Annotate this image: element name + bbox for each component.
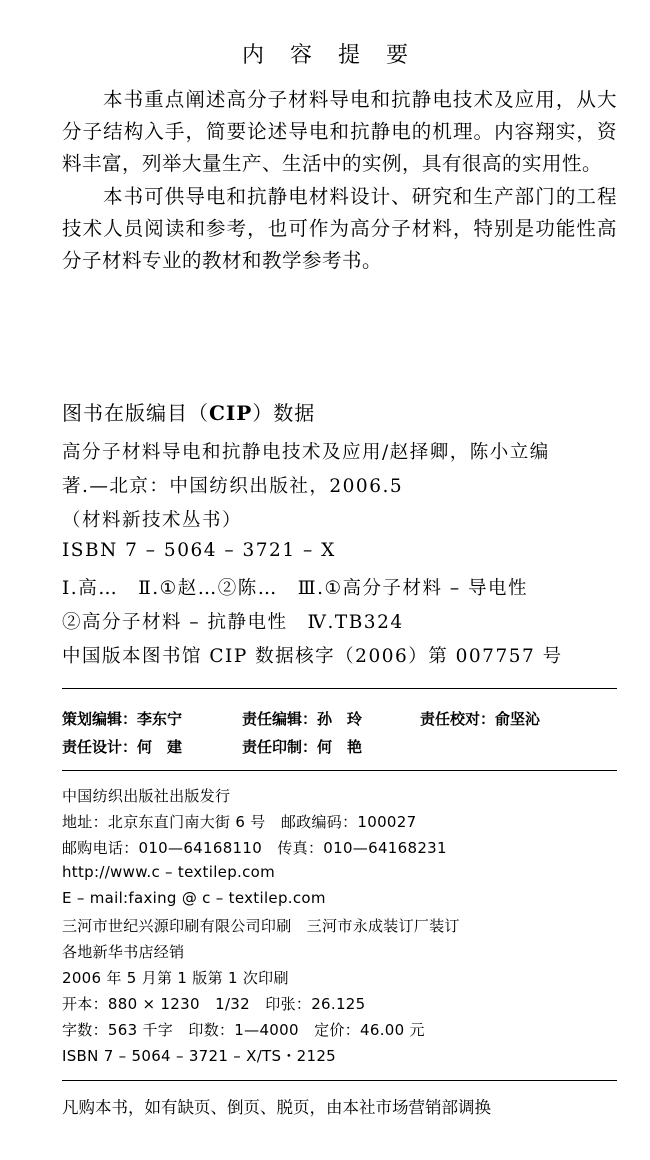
- publisher-line-address: 地址：北京东直门南大街 6 号 邮政编码：100027: [62, 813, 417, 831]
- summary-paragraph-1: 本书重点阐述高分子材料导电和抗静电技术及应用，从大分子结构入手，简要论述导电和抗静电的机理。内容翔实，资料丰富，列举大量生产、生活中的实例，具有很高的实用性。: [62, 88, 617, 175]
- publisher-line-printer: 三河市世纪兴源印刷有限公司印刷 三河市永成装订厂装订: [62, 917, 460, 935]
- divider-bottom: [62, 1080, 617, 1081]
- cip-line-series: （材料新技术丛书）: [62, 510, 243, 531]
- cip-title-suffix: ）数据: [252, 401, 316, 425]
- cip-line-isbn: ISBN 7 – 5064 – 3721 – X: [62, 540, 336, 561]
- cip-line-book-title: 高分子材料导电和抗静电技术及应用/赵择卿，陈小立编: [62, 442, 550, 463]
- publisher-line-isbn: ISBN 7 – 5064 – 3721 – X/TS・2125: [62, 1047, 337, 1065]
- credit-responsible-printing: 责任印制：何 艳: [242, 738, 363, 756]
- publisher-line-email: E – mail:faxing @ c – textilep.com: [62, 889, 326, 907]
- publisher-line-price: 字数：563 千字 印数：1—4000 定价：46.00 元: [62, 1021, 425, 1039]
- summary-paragraph-2: 本书可供导电和抗静电材料设计、研究和生产部门的工程技术人员阅读和参考，也可作为高分子材料，特别是功能性高分子材料专业的教材和教学参考书。: [62, 185, 617, 272]
- summary-title: 内容提要: [241, 43, 434, 68]
- cip-line-record-number: 中国版本图书馆 CIP 数据核字（2006）第 007757 号: [62, 646, 563, 667]
- divider-middle: [62, 770, 617, 771]
- cip-title-code: CIP: [209, 401, 253, 425]
- cip-line-classification-1: Ⅰ.高… Ⅱ.①赵…②陈… Ⅲ.①高分子材料 – 导电性: [62, 578, 529, 599]
- credit-responsible-designer: 责任设计：何 建: [62, 738, 183, 756]
- divider-top: [62, 688, 617, 689]
- cip-line-classification-2: ②高分子材料 – 抗静电性 Ⅳ.TB324: [62, 612, 404, 633]
- publisher-line-distribution: 中国纺织出版社出版发行: [62, 787, 231, 805]
- credit-responsible-proofreader: 责任校对：俞坚沁: [420, 710, 541, 728]
- publisher-line-website: http://www.c – textilep.com: [62, 863, 276, 881]
- publisher-line-seller: 各地新华书店经销: [62, 943, 185, 961]
- credit-planning-editor: 策划编辑：李东宁: [62, 710, 183, 728]
- publisher-line-phone: 邮购电话：010—64168110 传真：010—64168231: [62, 839, 447, 857]
- footer-notice: 凡购本书，如有缺页、倒页、脱页，由本社市场营销部调换: [62, 1098, 491, 1117]
- publisher-line-edition: 2006 年 5 月第 1 版第 1 次印刷: [62, 969, 289, 987]
- publisher-line-format: 开本：880 × 1230 1/32 印张：26.125: [62, 995, 366, 1013]
- credit-responsible-editor: 责任编辑：孙 玲: [242, 710, 363, 728]
- cip-title: [62, 397, 315, 426]
- cip-line-publisher: 著.—北京：中国纺织出版社，2006.5: [62, 476, 404, 497]
- cip-title-prefix: 图书在版编目（: [62, 401, 209, 425]
